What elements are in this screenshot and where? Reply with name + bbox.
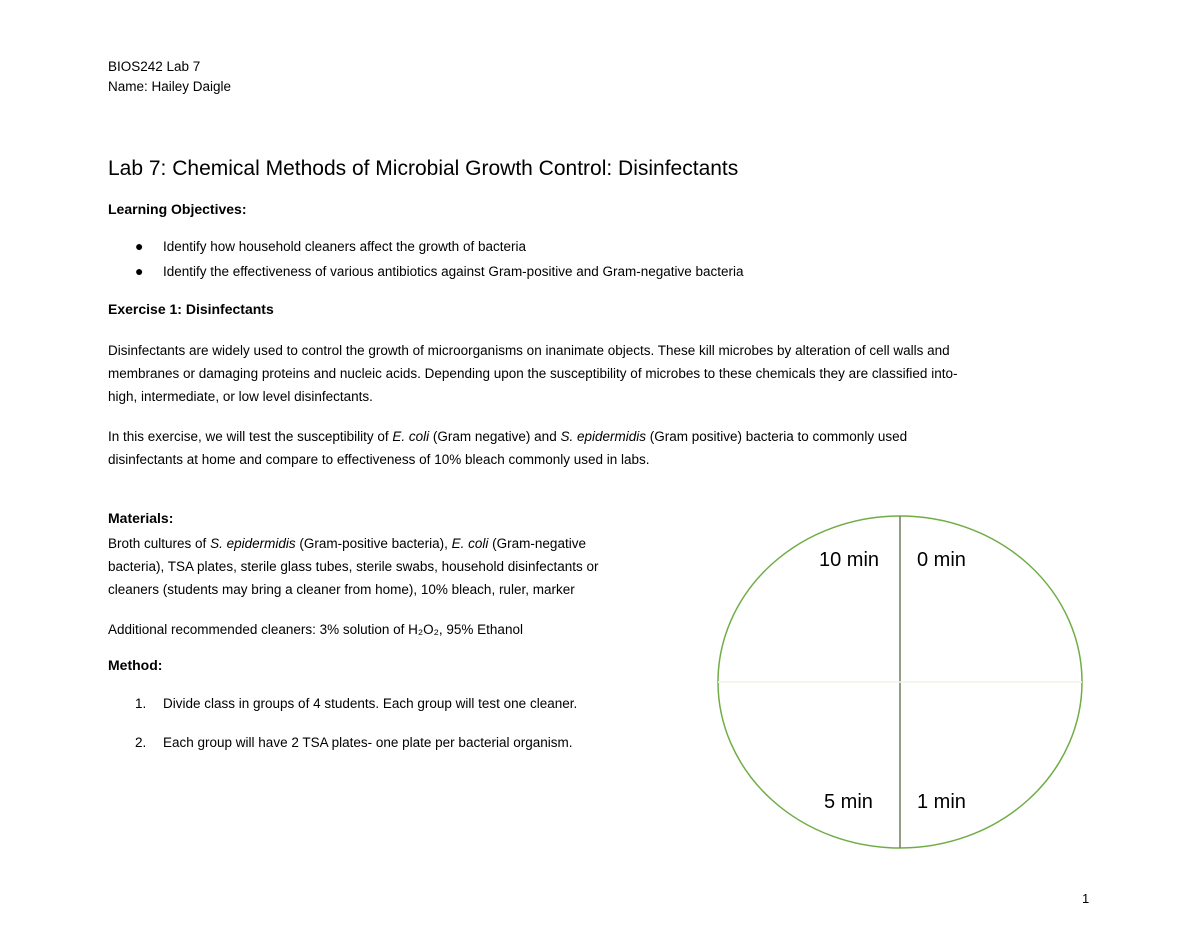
exercise-paragraph-1	[108, 339, 957, 408]
page-number: 1	[1082, 891, 1090, 906]
method-heading: Method:	[108, 657, 163, 673]
plate-diagram	[700, 500, 1100, 860]
paragraph-line	[108, 532, 599, 555]
text-run: (Gram positive) bacteria to commonly used	[646, 429, 908, 444]
text-run: (Gram-negative	[488, 536, 586, 551]
objective-text: Identify the effectiveness of various antibiotics against Gram-positive and Gram-negative bacteria	[163, 264, 744, 279]
exercise-heading: Exercise 1: Disinfectants	[108, 301, 274, 317]
header-course: BIOS242 Lab 7	[108, 59, 201, 74]
label-5-min: 5 min	[824, 791, 873, 813]
page-title: Lab 7: Chemical Methods of Microbial Growth Control: Disinfectants	[108, 157, 739, 180]
text-run: (Gram negative) and	[429, 429, 561, 444]
step-number: 2.	[135, 735, 147, 750]
organism-name: S. epidermidis	[210, 536, 296, 551]
label-1-min: 1 min	[917, 791, 966, 813]
text-run: In this exercise, we will test the susceptibility of	[108, 429, 393, 444]
exercise-paragraph-2	[108, 425, 907, 471]
organism-name: S. epidermidis	[560, 429, 646, 444]
paragraph-line: bacteria), TSA plates, sterile glass tubes, sterile swabs, household disinfectants or	[108, 559, 599, 574]
label-0-min: 0 min	[917, 549, 966, 571]
organism-name: E. coli	[451, 536, 489, 551]
organism-name: E. coli	[392, 429, 430, 444]
paragraph-line: high, intermediate, or low level disinfectants.	[108, 389, 373, 404]
materials-paragraph	[108, 532, 599, 601]
objective-text: Identify how household cleaners affect the growth of bacteria	[163, 239, 526, 254]
step-text: Each group will have 2 TSA plates- one plate per bacterial organism.	[163, 735, 573, 750]
bullet-icon: ●	[135, 263, 144, 279]
paragraph-line	[108, 425, 907, 448]
text-run: (Gram-positive bacteria),	[295, 536, 452, 551]
paragraph-line: membranes or damaging proteins and nucleic acids. Depending upon the susceptibility of microbes to these chemicals they are classified into-	[108, 366, 958, 381]
materials-heading: Materials:	[108, 510, 174, 526]
step-number: 1.	[135, 696, 147, 711]
paragraph-line: Disinfectants are widely used to control the growth of microorganisms on inanimate objects. These kill microbes by alteration of cell walls and	[108, 343, 950, 358]
additional-cleaners: Additional recommended cleaners: 3% solution of H₂O₂, 95% Ethanol	[108, 622, 523, 637]
objectives-heading: Learning Objectives:	[108, 201, 247, 217]
step-text: Divide class in groups of 4 students. Each group will test one cleaner.	[163, 696, 578, 711]
bullet-icon: ●	[135, 238, 144, 254]
paragraph-line: disinfectants at home and compare to effectiveness of 10% bleach commonly used in labs.	[108, 452, 650, 467]
paragraph-line: cleaners (students may bring a cleaner from home), 10% bleach, ruler, marker	[108, 582, 575, 597]
header-name: Name: Hailey Daigle	[108, 79, 232, 94]
label-10-min: 10 min	[819, 549, 880, 571]
text-run: Broth cultures of	[108, 536, 211, 551]
